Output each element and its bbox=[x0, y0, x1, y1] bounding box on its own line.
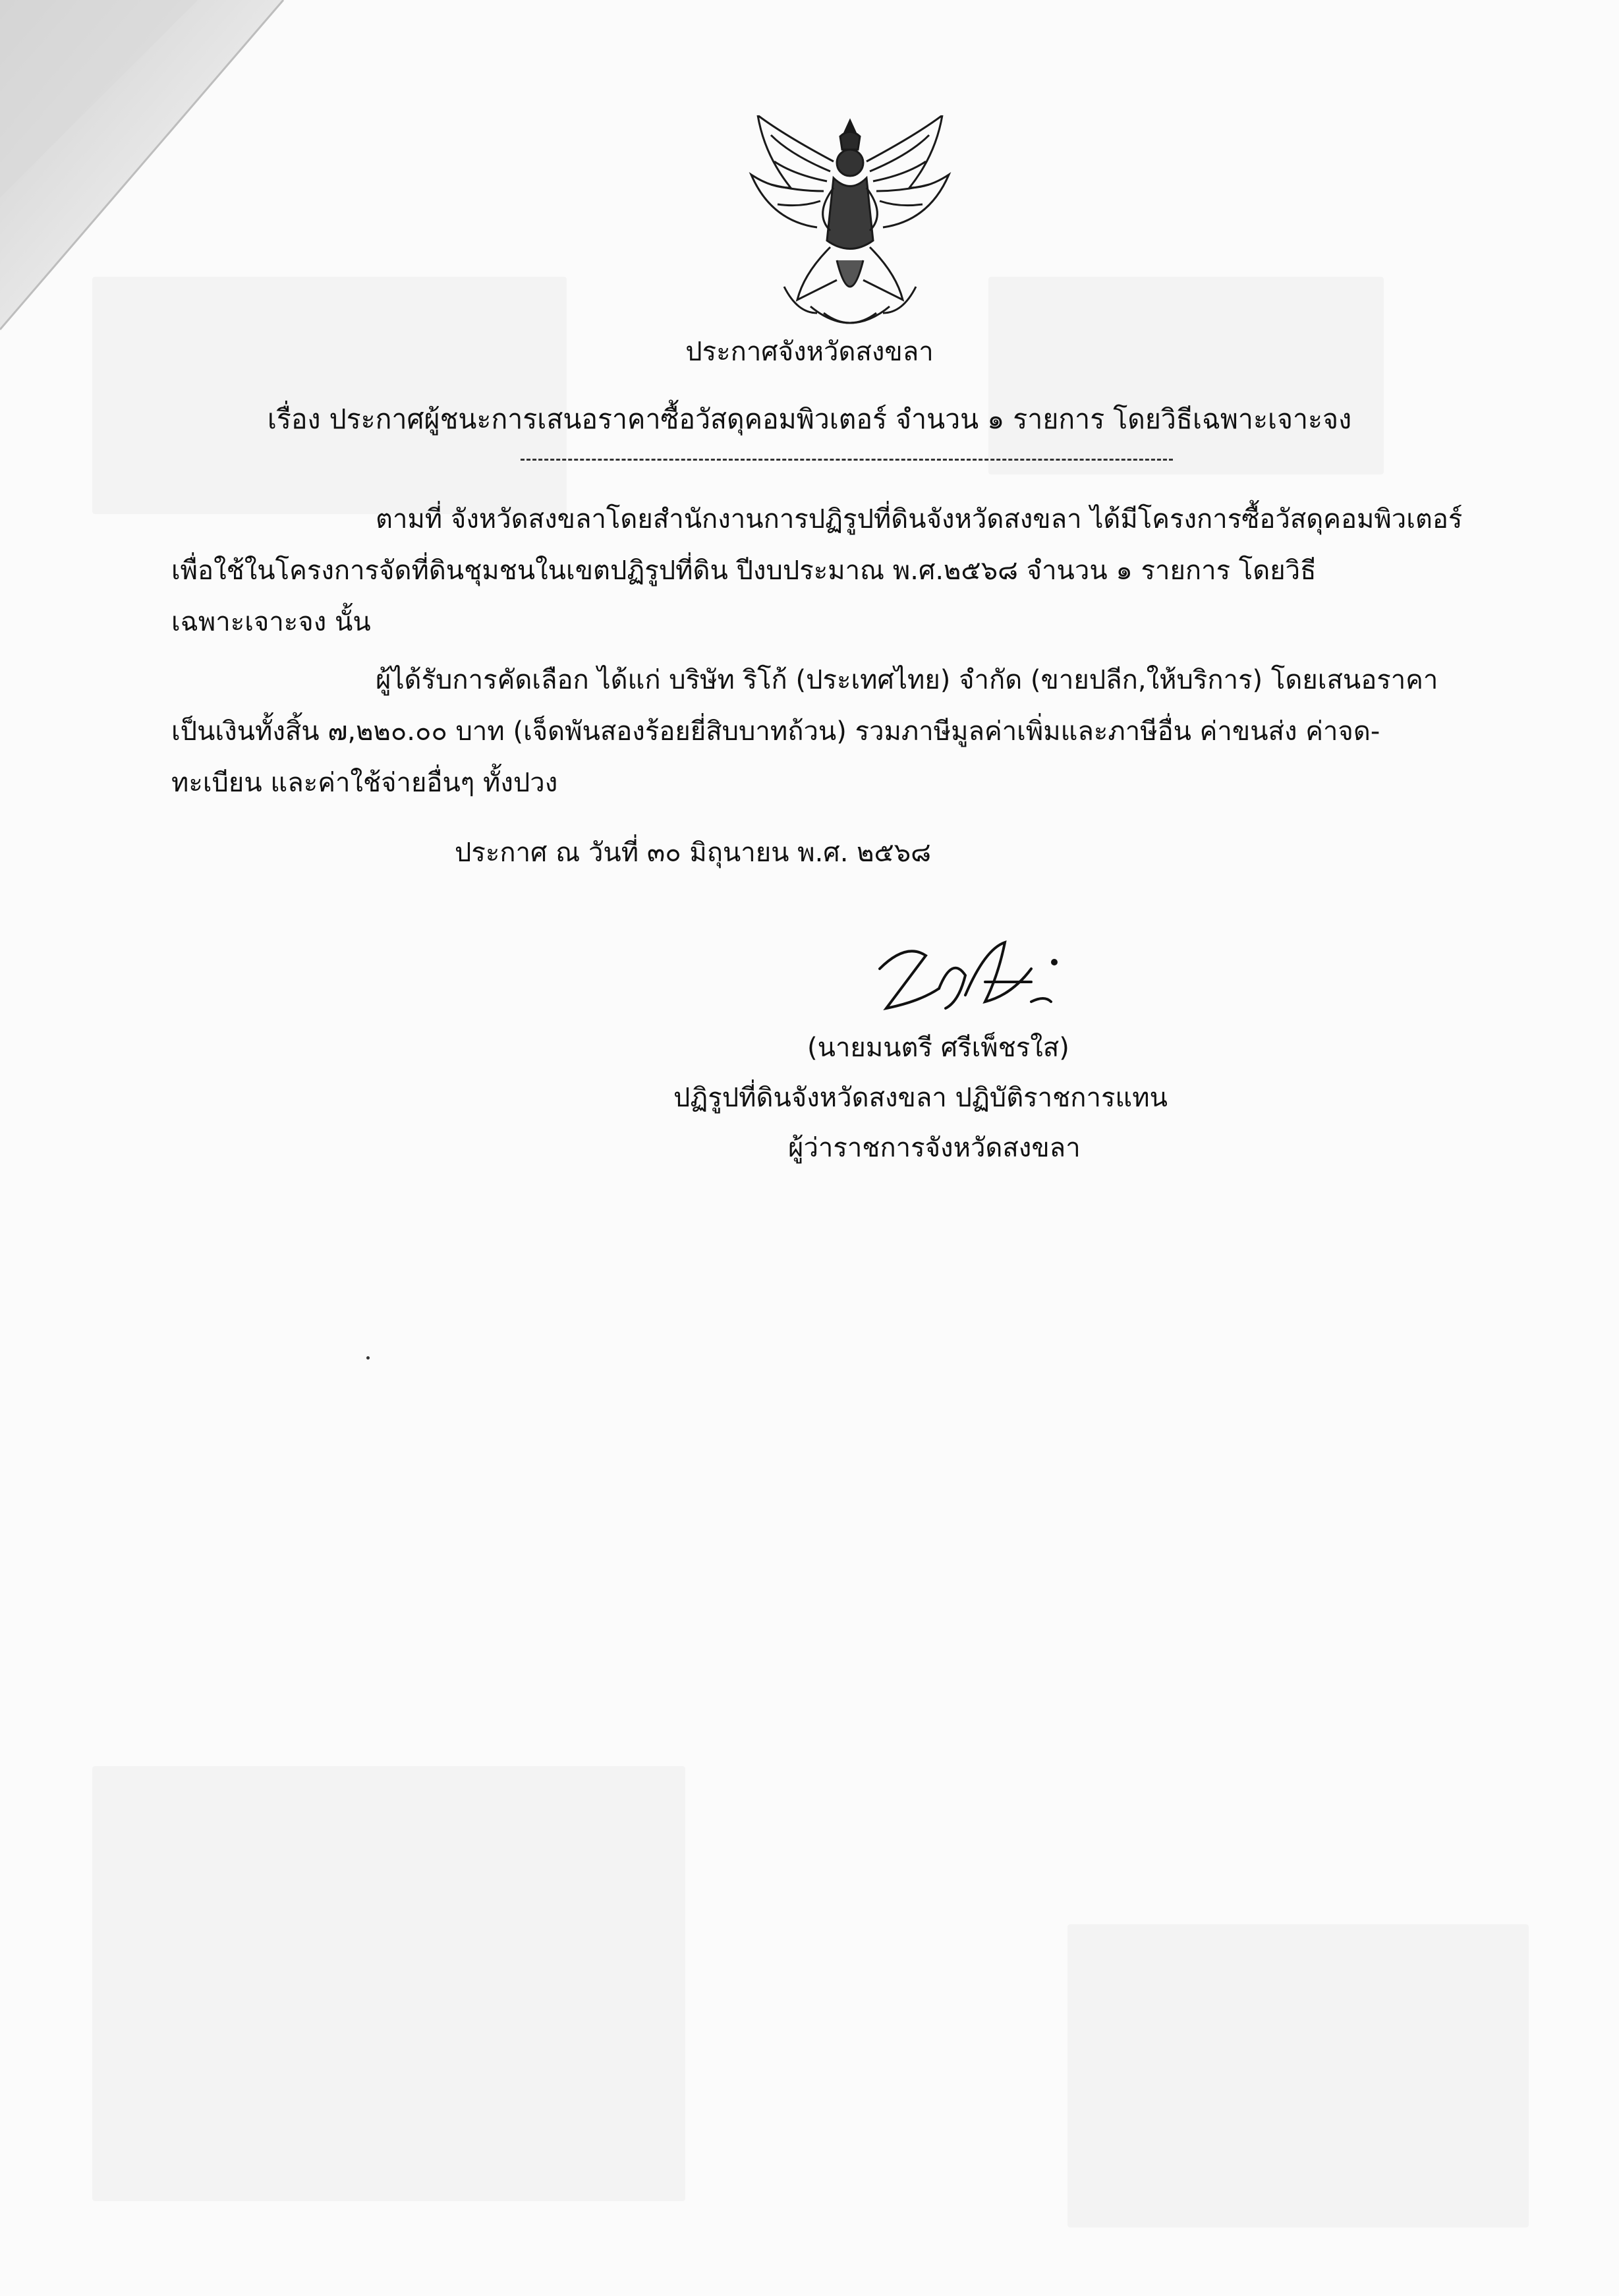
paragraph-2-line-2: เป็นเงินทั้งสิ้น ๗,๒๒๐.๐๐ บาท (เจ็ดพันสองร้อยยี่สิบบาทถ้วน) รวมภาษีมูลค่าเพิ่มและภาษีอื่น ค่าขนส่ง ค่าจด- bbox=[171, 716, 1380, 747]
bleed-through-block bbox=[92, 1766, 685, 2201]
paragraph-2-line-1: ผู้ได้รับการคัดเลือก ได้แก่ บริษัท ริโก้ (ประเทศไทย) จำกัด (ขายปลีก,ให้บริการ) โดยเสนอราคา bbox=[376, 665, 1438, 695]
bleed-through-block bbox=[1067, 1924, 1529, 2227]
signatory-name: (นายมนตรี ศรีเพ็ชรใส) bbox=[807, 1033, 1069, 1063]
signatory-position-2: ผู้ว่าราชการจังหวัดสงขลา bbox=[788, 1133, 1081, 1163]
divider bbox=[521, 459, 1173, 461]
paragraph-2-line-3: ทะเบียน และค่าใช้จ่ายอื่นๆ ทั้งปวง bbox=[171, 768, 558, 798]
issuer-heading: ประกาศจังหวัดสงขลา bbox=[685, 337, 934, 367]
announcement-date: ประกาศ ณ วันที่ ๓๐ มิถุนายน พ.ศ. ๒๕๖๘ bbox=[455, 838, 932, 868]
bleed-through-block bbox=[988, 277, 1384, 474]
ink-speck bbox=[366, 1356, 370, 1360]
signatory-position-1: ปฏิรูปที่ดินจังหวัดสงขลา ปฏิบัติราชการแทน bbox=[673, 1083, 1168, 1113]
paragraph-1-line-2: เพื่อใช้ในโครงการจัดที่ดินชุมชนในเขตปฏิรูปที่ดิน ปีงบประมาณ พ.ศ.๒๕๖๘ จำนวน ๑ รายการ โดยวิธี bbox=[171, 556, 1317, 586]
bleed-through-block bbox=[92, 277, 567, 514]
garuda-emblem bbox=[745, 115, 955, 339]
paragraph-1-line-3: เฉพาะเจาะจง นั้น bbox=[171, 607, 371, 637]
subject-heading: เรื่อง ประกาศผู้ชนะการเสนอราคาซื้อวัสดุคอมพิวเตอร์ จำนวน ๑ รายการ โดยวิธีเฉพาะเจาะจง bbox=[267, 403, 1352, 435]
paragraph-1-line-1: ตามที่ จังหวัดสงขลาโดยสำนักงานการปฏิรูปที่ดินจังหวัดสงขลา ได้มีโครงการซื้อวัสดุคอมพิวเตอร์ bbox=[376, 504, 1463, 534]
handwritten-signature bbox=[866, 929, 1064, 1028]
